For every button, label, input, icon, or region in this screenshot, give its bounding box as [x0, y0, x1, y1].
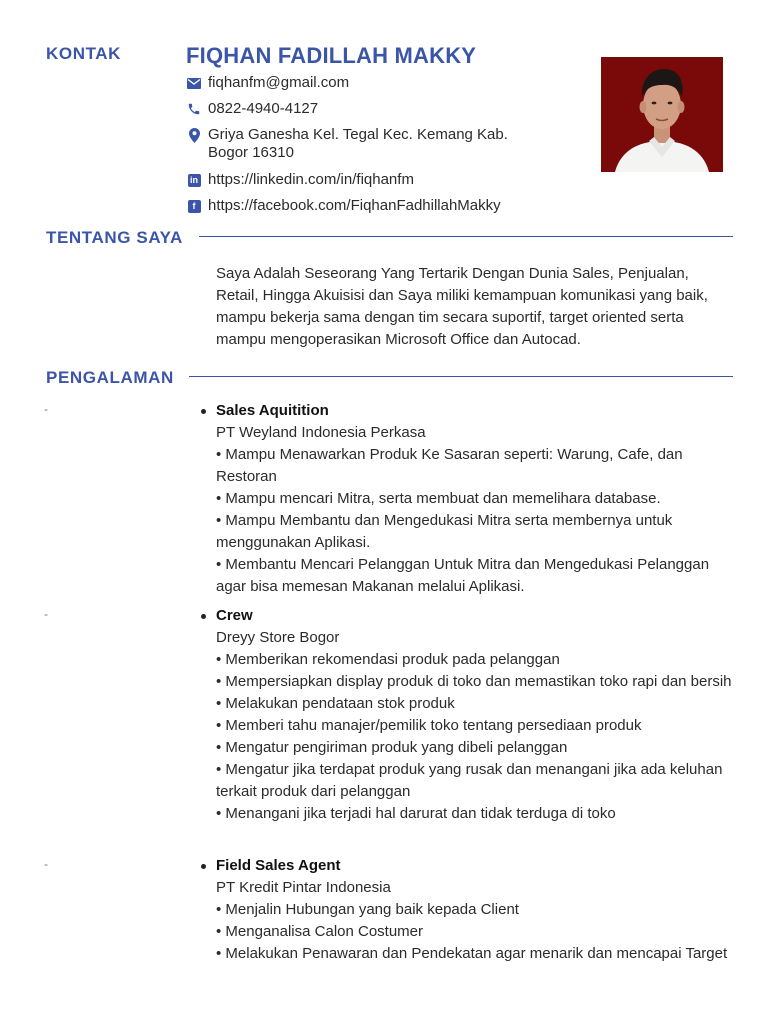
facebook-icon: f: [186, 197, 202, 215]
job-title-text: Field Sales Agent: [216, 857, 341, 874]
contact-linkedin[interactable]: [186, 171, 414, 189]
contact-facebook[interactable]: [186, 197, 501, 215]
job-item: • Menangani jika terjadi hal darurat dan tidak terduga di toko: [216, 805, 616, 822]
experience-1-date: -: [44, 402, 48, 416]
job-title: [216, 400, 736, 422]
address-line-1: Griya Ganesha Kel. Tegal Kec. Kemang Kab.: [208, 126, 508, 143]
job-item: • Mempersiapkan display produk di toko dan memastikan toko rapi dan bersih: [216, 673, 732, 690]
contact-email[interactable]: [186, 74, 349, 92]
experience-3-date: -: [44, 857, 48, 871]
job-title: [216, 855, 736, 877]
linkedin-icon: in: [186, 171, 202, 189]
job-item: • Mengatur jika terdapat produk yang rusak dan menangani jika ada keluhan terkait produk dari pelanggan: [216, 761, 723, 800]
experience-divider: [189, 376, 733, 377]
job-company: PT Weyland Indonesia Perkasa: [216, 424, 426, 441]
email-text[interactable]: fiqhanfm@gmail.com: [208, 74, 350, 91]
bullet-icon: [201, 864, 206, 869]
job-company: PT Kredit Pintar Indonesia: [216, 879, 391, 896]
job-item: • Melakukan Penawaran dan Pendekatan agar menarik dan mencapai Target: [216, 945, 728, 962]
job-item: • Mengatur pengiriman produk yang dibeli pelanggan: [216, 739, 568, 756]
address-text: [208, 126, 508, 162]
job-item: • Mampu mencari Mitra, serta membuat dan memelihara database.: [216, 490, 661, 507]
phone-icon: [186, 100, 202, 118]
job-title: [216, 605, 736, 627]
address-line-2: Bogor 16310: [208, 144, 294, 161]
facebook-link[interactable]: https://facebook.com/FiqhanFadhillahMakky: [208, 197, 501, 214]
about-divider: [199, 236, 733, 237]
experience-entry-1: [216, 400, 736, 598]
envelope-icon: [186, 74, 202, 92]
job-item: • Mampu Membantu dan Mengedukasi Mitra serta membernya untuk menggunakan Aplikasi.: [216, 512, 673, 551]
phone-text[interactable]: 0822-4940-4127: [208, 100, 319, 117]
job-item: • Menganalisa Calon Costumer: [216, 923, 424, 940]
location-pin-icon: [186, 126, 202, 144]
bullet-icon: [201, 409, 206, 414]
about-paragraph: Saya Adalah Seseorang Yang Tertarik Dengan Dunia Sales, Penjualan, Retail, Hingga Akuisisi dan Saya miliki kemampuan komunikasi yang baik, mampu bekerja sama dengan tim secara suportif, target oriented serta mampu mengoperasikan Microsoft Office dan Autocad.: [216, 265, 708, 348]
bullet-icon: [201, 614, 206, 619]
job-item: • Mampu Menawarkan Produk Ke Sasaran seperti: Warung, Cafe, dan Restoran: [216, 446, 683, 485]
profile-photo: [601, 57, 723, 172]
experience-entry-2: [216, 605, 736, 825]
job-company: Dreyy Store Bogor: [216, 629, 340, 646]
experience-2-date: -: [44, 607, 48, 621]
experience-entry-3: [216, 855, 736, 965]
job-item: • Melakukan pendataan stok produk: [216, 695, 455, 712]
contact-address: [186, 126, 508, 162]
job-item: • Menjalin Hubungan yang baik kepada Client: [216, 901, 519, 918]
contact-phone[interactable]: [186, 100, 318, 118]
contact-section-title: KONTAK: [46, 44, 122, 63]
about-section-title: TENTANG SAYA: [46, 228, 183, 247]
job-item: • Memberi tahu manajer/pemilik toko tentang persediaan produk: [216, 717, 642, 734]
candidate-name: FIQHAN FADILLAH MAKKY: [186, 43, 477, 68]
job-item: • Memberikan rekomendasi produk pada pelanggan: [216, 651, 560, 668]
linkedin-link[interactable]: https://linkedin.com/in/fiqhanfm: [208, 171, 414, 188]
job-item: • Membantu Mencari Pelanggan Untuk Mitra dan Mengedukasi Pelanggan agar bisa memesan Makanan melalui Aplikasi.: [216, 556, 710, 595]
job-title-text: Sales Aquitition: [216, 402, 329, 419]
job-title-text: Crew: [216, 607, 253, 624]
experience-section-title: PENGALAMAN: [46, 368, 174, 387]
